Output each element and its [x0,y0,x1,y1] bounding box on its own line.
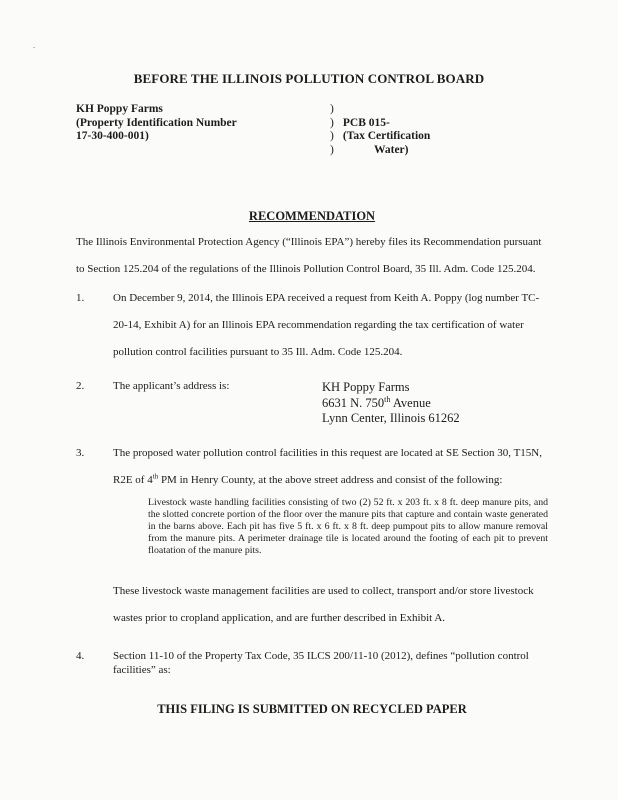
paragraph-3-after-line-2: wastes prior to cropland application, and are further described in Exhibit A. [113,612,446,624]
caption-party-name: KH Poppy Farms [76,103,163,115]
case-type-continued: Water) [374,143,409,156]
paragraph-1-line-1: On December 9, 2014, the Illinois EPA received a request from Keith A. Poppy (log number TC- [113,292,540,304]
caption-property-id-number: 17-30-400-001) [76,130,149,142]
caption-property-id-label: (Property Identification Number [76,116,237,129]
paragraph-3-number: 3. [76,447,85,459]
case-caption-right [330,103,430,157]
case-caption-left [76,103,237,144]
intro-line-2: to Section 125.204 of the regulations of the Illinois Pollution Control Board, 35 Ill. Adm. Code 125.204. [76,263,536,275]
paragraph-1-number: 1. [76,292,85,304]
recycled-paper-footer: THIS FILING IS SUBMITTED ON RECYCLED PAPER [157,702,467,716]
paragraph-3-after-line-1: These livestock waste management facilities are used to collect, transport and/or store livestock [113,585,534,597]
caption-paren: ) [330,143,334,156]
paragraph-4-line-1: Section 11-10 of the Property Tax Code, 35 ILCS 200/11-10 (2012), defines “pollution control [113,650,529,662]
paragraph-4-line-2: facilities” as: [113,664,171,676]
paragraph-2-number: 2. [76,380,85,392]
paragraph-1-line-2: 20-14, Exhibit A) for an Illinois EPA recommendation regarding the tax certification of water [113,319,524,331]
caption-right-line [330,117,430,131]
applicant-address-label: The applicant’s address is: [113,380,230,392]
facility-description-block: Livestock waste handling facilities consisting of two (2) 52 ft. x 203 ft. x 8 ft. deep manure pits, and the slotted concrete portion of the floor over the manure pits that capture and contain waste generated in the barns above. Each pit has five 5 ft. x 6 ft. x 8 ft. deep pumpout pits to allow manure removal from the manure pits. A perimeter drainage tile is located around the footing of each pit to prevent floatation of the manure pits. [148,497,548,557]
intro-line-1: The Illinois Environmental Protection Agency (“Illinois EPA”) hereby files its Recommendation pursuant [76,236,542,248]
address-name: KH Poppy Farms [322,380,410,394]
address-street: 6631 N. 750th Avenue [322,394,431,410]
address-city: Lynn Center, Illinois 61262 [322,411,460,425]
paragraph-1-line-3: pollution control facilities pursuant to 35 Ill. Adm. Code 125.204. [113,346,403,358]
caption-paren: ) [330,130,334,142]
paragraph-3-line-2: R2E of 4th PM in Henry County, at the above street address and consist of the following: [113,472,503,486]
recommendation-title: RECOMMENDATION [248,209,376,223]
caption-right-line [330,103,430,117]
caption-right-line [330,130,430,144]
paragraph-4-number: 4. [76,650,85,662]
case-type: (Tax Certification [342,130,431,142]
caption-paren: ) [330,103,334,115]
case-number: PCB 015- [342,116,390,129]
caption-right-line [330,144,430,158]
caption-paren: ) [330,116,334,129]
board-heading: BEFORE THE ILLINOIS POLLUTION CONTROL BOARD [133,71,485,86]
paragraph-3-line-1: The proposed water pollution control facilities in this request are located at SE Section 30, T15N, [113,447,542,459]
applicant-address [322,380,460,427]
scan-speck [33,47,35,48]
